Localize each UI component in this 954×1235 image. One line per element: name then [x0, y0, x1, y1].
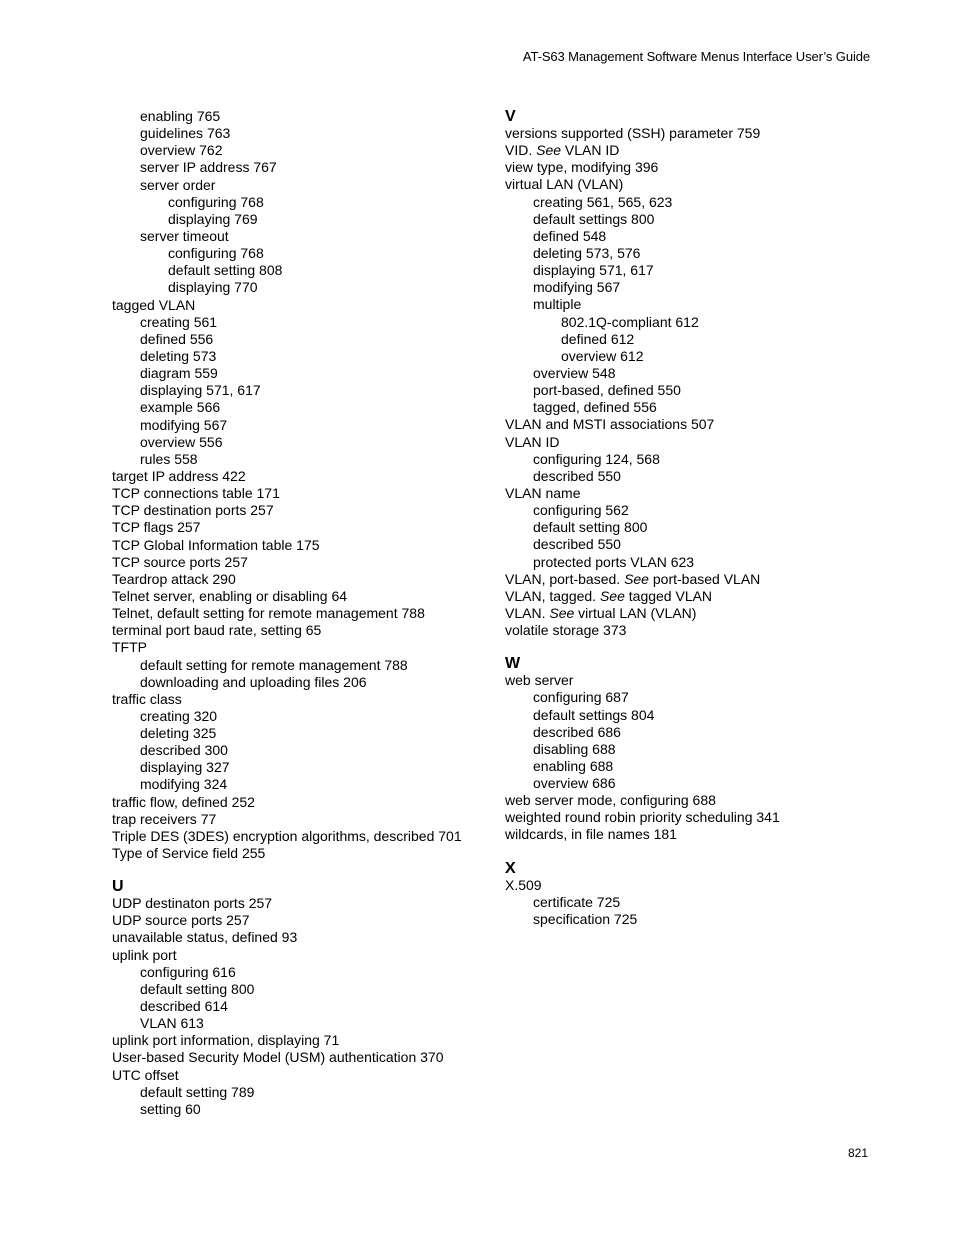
index-subentry: certificate 725	[533, 893, 621, 910]
index-subentry: displaying 571, 617	[140, 382, 261, 399]
index-subentry: VLAN 613	[140, 1015, 204, 1032]
see-reference: See	[536, 142, 562, 159]
index-subentry: rules 558	[140, 450, 198, 467]
index-entry: VLAN name	[505, 484, 581, 501]
index-entry: versions supported (SSH) parameter 759	[505, 125, 761, 141]
index-subentry: creating 561	[140, 313, 218, 330]
index-subentry: enabling 765	[140, 108, 221, 124]
index-subentry: overview 556	[140, 433, 223, 450]
index-section-t	[112, 108, 482, 862]
index-entry	[505, 142, 865, 159]
index-subentry: defined 556	[140, 330, 214, 347]
index-subentry: configuring 687	[533, 689, 629, 706]
index-subentry: configuring 124, 568	[533, 450, 660, 467]
index-subentry: defined 548	[533, 227, 607, 244]
index-subentry: specification 725	[533, 910, 638, 927]
see-reference: See	[624, 570, 649, 587]
index-subentry: disabling 688	[533, 740, 616, 757]
running-header: AT-S63 Management Software Menus Interface User’s Guide	[522, 49, 870, 64]
index-entry: TCP source ports 257	[112, 553, 248, 570]
entry-text: VLAN, port-based.	[505, 570, 625, 587]
see-reference: See	[549, 604, 575, 621]
index-entry: TCP destination ports 257	[112, 502, 274, 519]
index-entry: TFTP	[112, 639, 147, 656]
index-letter-heading: U	[112, 878, 124, 896]
index-entry: tagged VLAN	[112, 296, 196, 313]
entry-text: port-based VLAN	[648, 570, 761, 587]
index-entry: uplink port information, displaying 71	[112, 1032, 340, 1049]
index-entry: web server mode, configuring 688	[505, 792, 716, 809]
index-entry: web server	[505, 672, 574, 689]
index-subentry: multiple	[533, 296, 582, 313]
index-entry: Teardrop attack 290	[112, 570, 236, 587]
index-subentry: protected ports VLAN 623	[533, 553, 695, 570]
index-subentry: defined 612	[561, 330, 635, 347]
index-entry: TCP flags 257	[112, 519, 201, 536]
index-entry: traffic flow, defined 252	[112, 793, 255, 810]
index-entry: Type of Service field 255	[112, 845, 266, 862]
index-section-u	[112, 895, 482, 1118]
index-subentry: tagged, defined 556	[533, 399, 657, 416]
index-subentry: creating 320	[140, 707, 218, 724]
index-subentry: modifying 567	[533, 279, 621, 296]
index-subentry: deleting 573, 576	[533, 244, 641, 261]
entry-text: VLAN ID	[561, 142, 620, 159]
index-entry: UDP source ports 257	[112, 912, 250, 929]
index-subentry: default setting 800	[140, 980, 255, 997]
index-entry: TCP connections table 171	[112, 485, 280, 502]
index-subentry: described 550	[533, 536, 621, 553]
index-subentry: diagram 559	[140, 365, 218, 382]
index-subentry: described 300	[140, 742, 228, 759]
index-subentry: creating 561, 565, 623	[533, 193, 673, 210]
index-subentry: modifying 324	[140, 776, 228, 793]
index-entry: volatile storage 373	[505, 622, 627, 639]
index-entry: Telnet server, enabling or disabling 64	[112, 587, 348, 604]
index-subentry: configuring 768	[168, 245, 264, 262]
index-subentry: server IP address 767	[140, 159, 277, 176]
index-entry: UDP destinaton ports 257	[112, 895, 273, 912]
index-entry: trap receivers 77	[112, 810, 217, 827]
index-section-w	[505, 672, 865, 843]
entry-text: VLAN, tagged.	[505, 587, 600, 604]
index-entry: User-based Security Model (USM) authentication 370	[112, 1049, 444, 1066]
index-subentry: 802.1Q-compliant 612	[561, 313, 699, 330]
index-column-left	[112, 108, 482, 1118]
index-entry: traffic class	[112, 690, 182, 707]
index-subentry: described 686	[533, 723, 621, 740]
index-letter-heading: V	[505, 108, 516, 125]
index-subentry: default settings 800	[533, 210, 655, 227]
index-subentry: default setting 789	[140, 1083, 255, 1100]
index-subentry: configuring 616	[140, 963, 236, 980]
index-subentry: overview 548	[533, 364, 616, 381]
index-subentry: default settings 804	[533, 706, 655, 723]
index-subentry: deleting 573	[140, 347, 217, 364]
index-entry: unavailable status, defined 93	[112, 929, 298, 946]
index-subentry: enabling 688	[533, 757, 614, 774]
index-subentry: deleting 325	[140, 725, 217, 742]
index-subentry: displaying 571, 617	[533, 262, 654, 279]
index-entry	[505, 588, 865, 605]
index-entry: virtual LAN (VLAN)	[505, 176, 624, 193]
index-entry	[505, 571, 865, 588]
entry-text: VLAN.	[505, 604, 550, 621]
index-subentry: server order	[140, 176, 216, 193]
index-entry: X.509	[505, 876, 542, 893]
index-letter-heading: W	[505, 655, 521, 673]
index-subentry: port-based, defined 550	[533, 382, 681, 399]
index-subentry: default setting 800	[533, 519, 648, 536]
index-subentry: example 566	[140, 399, 221, 416]
index-section-x	[505, 877, 865, 928]
entry-text: tagged VLAN	[624, 587, 713, 604]
see-reference: See	[599, 587, 625, 604]
index-subentry: overview 686	[533, 775, 616, 792]
index-subentry: described 614	[140, 998, 228, 1015]
index-subentry: downloading and uploading files 206	[140, 673, 367, 690]
index-entry: Triple DES (3DES) encryption algorithms, described 701	[112, 827, 462, 844]
index-entry: VLAN ID	[505, 433, 560, 450]
index-subentry: default setting 808	[168, 262, 283, 279]
index-subentry: displaying 770	[168, 279, 258, 296]
index-section-v	[505, 125, 865, 639]
index-subentry: displaying 327	[140, 759, 230, 776]
index-subentry: displaying 769	[168, 210, 258, 227]
index-subentry: configuring 562	[533, 502, 629, 519]
index-entry: VLAN and MSTI associations 507	[505, 416, 715, 433]
index-entry: weighted round robin priority scheduling 341	[505, 809, 780, 826]
index-letter-heading: X	[505, 859, 516, 877]
index-entry: target IP address 422	[112, 467, 246, 484]
index-entry: UTC offset	[112, 1066, 179, 1083]
index-entry	[505, 605, 865, 622]
entry-text: VID.	[505, 142, 537, 159]
index-entry: terminal port baud rate, setting 65	[112, 622, 322, 639]
index-column-right	[505, 108, 865, 928]
index-subentry: described 550	[533, 467, 621, 484]
index-subentry: server timeout	[140, 227, 229, 244]
entry-text: virtual LAN (VLAN)	[574, 604, 697, 621]
index-subentry: setting 60	[140, 1100, 201, 1117]
index-subentry: guidelines 763	[140, 125, 231, 142]
index-subentry: overview 612	[561, 347, 644, 364]
index-entry: Telnet, default setting for remote management 788	[112, 605, 425, 622]
index-subentry: configuring 768	[168, 193, 264, 210]
index-subentry: overview 762	[140, 142, 223, 159]
index-entry: uplink port	[112, 946, 177, 963]
index-subentry: default setting for remote management 788	[140, 656, 408, 673]
index-entry: wildcards, in file names 181	[505, 826, 677, 843]
page-number: 821	[847, 1146, 868, 1160]
index-entry: view type, modifying 396	[505, 159, 659, 176]
index-subentry: modifying 567	[140, 416, 228, 433]
index-entry: TCP Global Information table 175	[112, 536, 320, 553]
